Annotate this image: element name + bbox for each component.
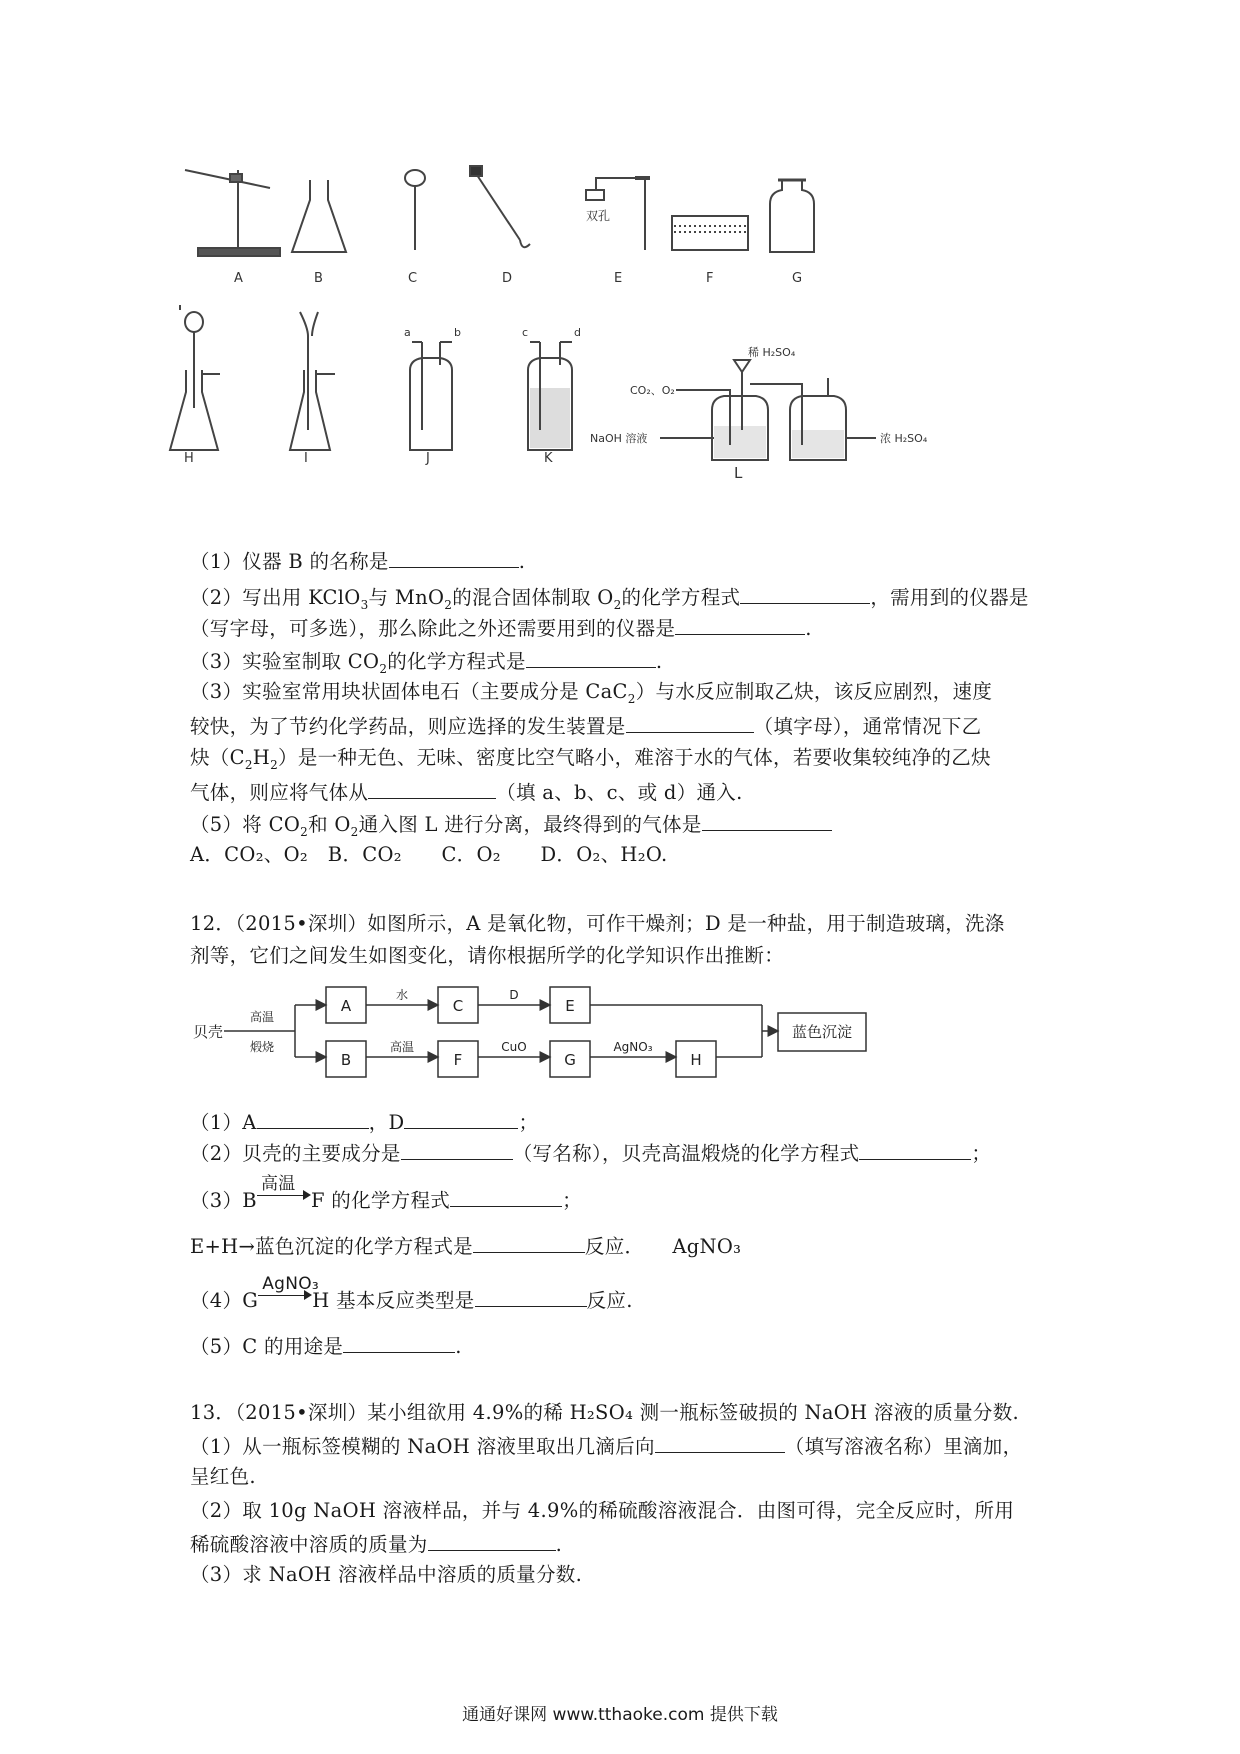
wash-bottle-k — [528, 342, 572, 450]
arrow-d-label: D — [509, 988, 519, 1002]
q12-part3b: E+H→蓝色沉淀的化学方程式是 反应． AgNO₃ — [190, 1230, 741, 1262]
box-c-label: C — [452, 997, 464, 1015]
q11-part1: （1）仪器 B 的名称是 . — [190, 545, 525, 577]
label-l: L — [734, 464, 743, 482]
q13-stem: 13．（2015•深圳）某小组欲用 4.9%的稀 H₂SO₄ 测一瓶标签破损的 NaOH 溶液的质量分数. — [190, 1401, 1019, 1424]
q12-part4: （4）G AgNO₃ H 基本反应类型是 反应. — [190, 1274, 633, 1312]
label-d: D — [502, 271, 513, 286]
flow-cond-bottom: 煅烧 — [249, 1040, 275, 1054]
label-b: B — [314, 271, 323, 286]
box-e-label: E — [565, 997, 575, 1015]
q12-stem-line1: 12．（2015•深圳）如图所示，A 是氧化物，可作干燥剂；D 是一种盐，用于制造玻璃，洗涤 — [190, 912, 1005, 935]
reaction-arrow: AgNO₃ — [258, 1283, 312, 1307]
long-neck-funnel-c — [405, 170, 425, 250]
q13-part3: （3）求 NaOH 溶液样品中溶质的质量分数. — [190, 1563, 583, 1586]
box-g-label: G — [564, 1051, 576, 1069]
box-h-label: H — [690, 1051, 702, 1069]
q12-part3: （3）B 高温 F 的化学方程式 ； — [190, 1174, 582, 1212]
q11-part4a: （3）实验室常用块状固体电石（主要成分是 CaC$_2$）与水反应制取乙炔，该反应剧烈，速度 — [190, 680, 993, 706]
label-k: K — [544, 451, 553, 466]
q11-options: A．CO₂、O₂ B．CO₂ C．O₂ D．O₂、H₂O. — [190, 843, 668, 866]
q12-part5: （5）C 的用途是 . — [190, 1330, 462, 1362]
answer-blank[interactable] — [428, 1528, 556, 1551]
label-l-naoh: NaOH 溶液 — [590, 432, 648, 445]
label-e-hole: 双孔 — [586, 209, 611, 223]
answer-blank[interactable] — [343, 1330, 455, 1353]
flow-cond-top: 高温 — [249, 1010, 275, 1024]
label-l-acid: 稀 H₂SO₄ — [748, 346, 796, 359]
answer-blank[interactable] — [368, 776, 496, 799]
answer-blank[interactable] — [626, 710, 754, 733]
flow-diagram — [190, 975, 980, 1090]
arrow-hot-label: 高温 — [389, 1040, 415, 1054]
label-j-port-b: b — [454, 326, 461, 339]
label-g: G — [792, 271, 803, 286]
answer-blank[interactable] — [450, 1184, 562, 1207]
q11-part4c: 炔$(C_2H_2)$是一种无色、无味、密度比空气略小，难溶于水的气体，若要收集较纯净的乙炔 — [190, 746, 991, 772]
q13-part1a: （1）从一瓶标签模糊的 NaOH 溶液里取出几滴后向 （填写溶液名称）里滴加， — [190, 1430, 1022, 1462]
arrow-cuo-label: CuO — [501, 1040, 527, 1054]
label-k-port-c: c — [522, 326, 529, 339]
generator-i — [290, 312, 335, 450]
answer-blank[interactable] — [526, 645, 656, 668]
generator-h — [170, 305, 220, 450]
separation-setup-l — [660, 360, 876, 460]
label-l-conc-acid: 浓 H₂SO₄ — [880, 432, 928, 445]
answer-blank[interactable] — [257, 1106, 369, 1129]
answer-blank[interactable] — [702, 808, 832, 831]
q11-part2b: （写字母，可多选），那么除此之外还需要用到的仪器是 . — [190, 612, 812, 644]
iron-stand-a — [185, 170, 280, 256]
answer-blank[interactable] — [675, 612, 805, 635]
q12-stem-line2: 剂等，它们之间发生如图变化，请你根据所学的化学知识作出推断： — [190, 944, 785, 967]
conical-flask-b — [292, 180, 346, 252]
flow-start: 贝壳 — [192, 1023, 224, 1041]
label-f: F — [706, 271, 714, 286]
answer-blank[interactable] — [473, 1230, 585, 1253]
label-j-port-a: a — [404, 326, 411, 339]
water-trough-f — [672, 216, 748, 250]
box-f-label: F — [453, 1051, 463, 1069]
reaction-arrow: 高温 — [257, 1183, 311, 1207]
label-a: A — [234, 271, 243, 286]
q12-part1: （1）A ，D ； — [190, 1106, 538, 1138]
q11-part5: （5）将 $CO_2$和 $O_2$通入图 L 进行分离，最终得到的气体是 — [190, 808, 832, 847]
label-i: I — [304, 451, 308, 466]
q11-part4b: 较快，为了节约化学药品，则应选择的发生装置是 （填字母），通常情况下乙 — [190, 710, 981, 742]
answer-blank[interactable] — [859, 1137, 971, 1160]
q11-part3: （3）实验室制取 $CO_2$的化学方程式是 . — [190, 645, 662, 684]
label-j: J — [426, 451, 430, 466]
wash-bottle-j — [410, 342, 452, 450]
answer-blank[interactable] — [740, 581, 870, 604]
answer-blank[interactable] — [389, 545, 519, 568]
apparatus-figure — [184, 160, 1090, 540]
arrow-agno3-label: AgNO₃ — [613, 1040, 653, 1054]
label-h: H — [184, 451, 194, 466]
box-a-label: A — [340, 997, 352, 1015]
answer-blank[interactable] — [404, 1106, 518, 1129]
answer-blank[interactable] — [655, 1430, 785, 1453]
q13-part2a: （2）取 10g NaOH 溶液样品，并与 4.9%的稀硫酸溶液混合．由图可得，完全反应时，所用 — [190, 1499, 1015, 1522]
box-b-label: B — [340, 1051, 352, 1069]
q11-part4d: 气体，则应将气体从 （填 a、b、c、或 d）通入. — [190, 776, 743, 808]
final-label: 蓝色沉淀 — [791, 1023, 853, 1041]
answer-blank[interactable] — [401, 1137, 513, 1160]
q11-part2a: （2）写出用 KClO$_3$与 MnO$_2$的混合固体制取 $O_2$的化学方程式 ，需用到的仪器是 — [190, 581, 1029, 620]
q12-part2: （2）贝壳的主要成分是 （写名称），贝壳高温煅烧的化学方程式 ； — [190, 1137, 991, 1169]
arrow-water-label: 水 — [395, 988, 409, 1002]
label-e: E — [614, 271, 623, 286]
answer-blank[interactable] — [475, 1284, 587, 1307]
label-k-port-d: d — [574, 326, 581, 339]
q13-part2b: 稀硫酸溶液中溶质的质量为 . — [190, 1528, 562, 1560]
gas-bottle-g — [770, 180, 814, 252]
bent-tube-d — [470, 166, 530, 247]
page-footer: 通通好课网 www.tthaoke.com 提供下载 — [462, 1705, 778, 1725]
q13-part1b: 呈红色. — [190, 1465, 256, 1488]
label-c: C — [408, 271, 418, 286]
label-l-inlet: CO₂、O₂ — [630, 384, 675, 397]
